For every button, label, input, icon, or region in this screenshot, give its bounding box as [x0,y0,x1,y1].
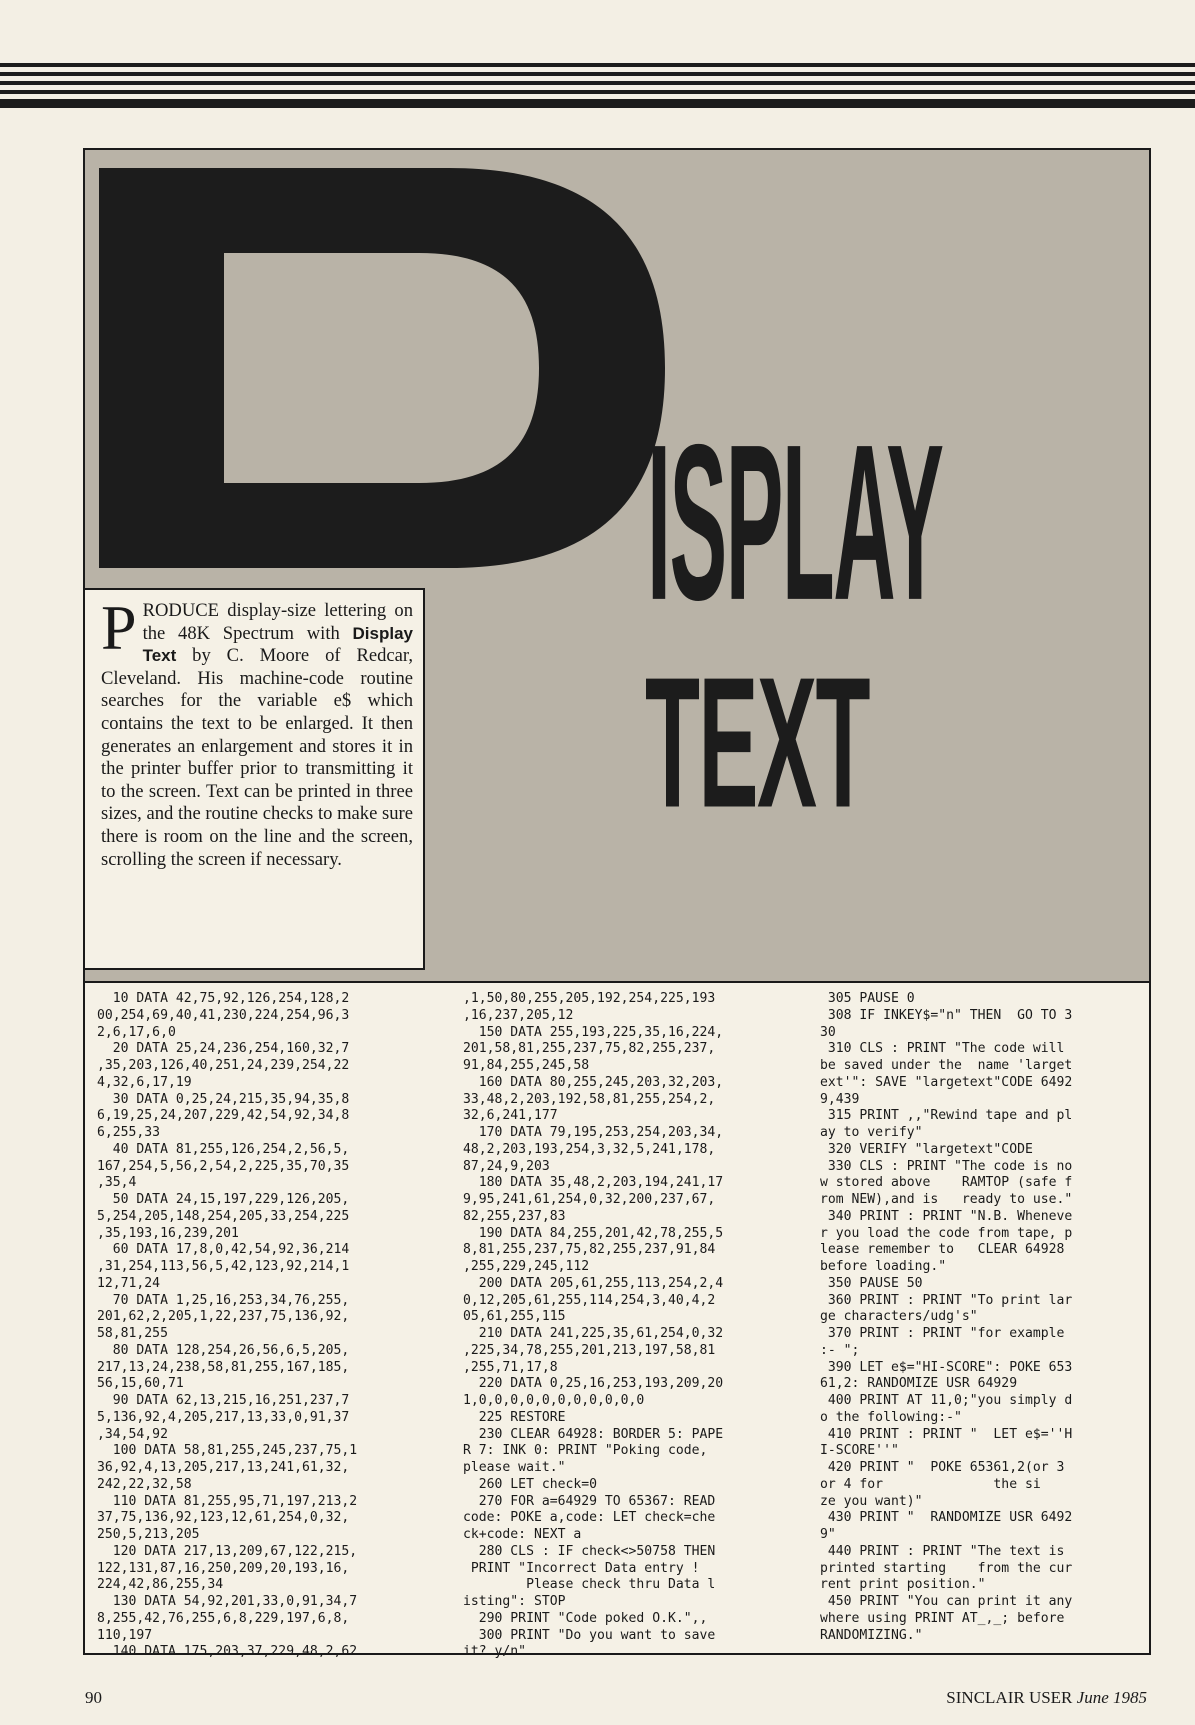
magazine-footer [946,1688,1147,1708]
intro-box [85,588,425,970]
intro-text-1: RODUCE display-size lettering on the 48K Spectrum with [142,600,413,644]
listing-column-2: ,1,50,80,255,205,192,254,225,193 ,16,237,205,12 150 DATA 255,193,225,35,16,224, 201,58,81,255,237,75,82,255,237, 91,84,255,245,58 160 DATA 80,255,245,203,32,203, 33,48,2,203,192,58,81,255,254,2, 32,6,241,177 170 DATA 79,195,253,254,203,34, 48,2,203,193,254,3,32,5,241,178, 87,24,9,203 180 DATA 35,48,2,203,194,241,17 9,95,241,61,254,0,32,200,237,67, 82,255,237,83 190 DATA 84,255,201,42,78,255,5 8,81,255,237,75,82,255,237,91,84 ,255,229,245,112 200 DATA 205,61,255,113,254,2,4 0,12,205,61,255,114,254,3,40,4,2 05,61,255,115 210 DATA 241,225,35,61,254,0,32 ,225,34,78,255,201,213,197,58,81 ,255,71,17,8 220 DATA 0,25,16,253,193,209,20 1,0,0,0,0,0,0,0,0,0,0,0 225 RESTORE 230 CLEAR 64928: BORDER 5: PAPE R 7: INK 0: PRINT "Poking code, please wait." 260 LET check=0 270 FOR a=64929 TO 65367: READ code: POKE a,code: LET check=che ck+code: NEXT a 280 CLS : IF check<>50758 THEN PRINT "Incorrect Data entry ! Please check thru Data l isting": STOP 290 PRINT "Code poked O.K.",, 300 PRINT "Do you want to save it? y/n" [463,991,724,1660]
intro-text-2: by C. Moore of Redcar, Cleveland. His machine-code routine searches for the variable e$ which contains the text to be enlarged. It then generates an enlargement and stores it in the printer buffer prior to transmitting it to the screen. Text can be printed in three sizes, and the routine checks to make sure there is room on the line and the screen, scrolling the screen if necessary. [101,645,413,870]
title-panel [83,148,1151,983]
listing-column-3: 305 PAUSE 0 308 IF INKEY$="n" THEN GO TO 3 30 310 CLS : PRINT "The code will be saved under the name 'larget ext'": SAVE "largetext"CODE 6492 9,439 315 PRINT ,,"Rewind tape and pl ay to verify" 320 VERIFY "largetext"CODE 330 CLS : PRINT "The code is no w stored above RAMTOP (safe f rom NEW),and is ready to use." 340 PRINT : PRINT "N.B. Wheneve r you load the code from tape, p lease remember to CLEAR 64928 before loading." 350 PAUSE 50 360 PRINT : PRINT "To print lar ge characters/udg's" 370 PRINT : PRINT "for example :- "; 390 LET e$="HI-SCORE": POKE 653 61,2: RANDOMIZE USR 64929 400 PRINT AT 11,0;"you simply d o the following:-" 410 PRINT : PRINT " LET e$=''H I-SCORE''" 420 PRINT " POKE 65361,2(or 3 or 4 for the si ze you want)" 430 PRINT " RANDOMIZE USR 6492 9" 440 PRINT : PRINT "The text is printed starting from the cur rent print position." 450 PRINT "You can print it any where using PRINT AT_,_; before RANDOMIZING." [820,991,1073,1643]
title-text: TEXT [645,639,870,847]
intro-program-title: Display Text [142,623,413,666]
page-number: 90 [85,1688,102,1707]
magazine-name: SINCLAIR USER [946,1688,1073,1707]
program-listing [83,983,1151,1660]
listing-column-1: 10 DATA 42,75,92,126,254,128,2 00,254,69,40,41,230,224,254,96,3 2,6,17,6,0 20 DATA 25,24,236,254,160,32,7 ,35,203,126,40,251,24,239,254,22 4,32,6,17,19 30 DATA 0,25,24,215,35,94,35,8 6,19,25,24,207,229,42,54,92,34,8 6,255,33 40 DATA 81,255,126,254,2,56,5, 167,254,5,56,2,54,2,225,35,70,35 ,35,4 50 DATA 24,15,197,229,126,205, 5,254,205,148,254,205,33,254,225 ,35,193,16,239,201 60 DATA 17,8,0,42,54,92,36,214 ,31,254,113,56,5,42,123,92,214,1 12,71,24 70 DATA 1,25,16,253,34,76,255, 201,62,2,205,1,22,237,75,136,92, 58,81,255 80 DATA 128,254,26,56,6,5,205, 217,13,24,238,58,81,255,167,185, 56,15,60,71 90 DATA 62,13,215,16,251,237,7 5,136,92,4,205,217,13,33,0,91,37 ,34,54,92 100 DATA 58,81,255,245,237,75,1 36,92,4,13,205,217,13,241,61,32, 242,22,32,58 110 DATA 81,255,95,71,197,213,2 37,75,136,92,123,12,61,254,0,32, 250,5,213,205 120 DATA 217,13,209,67,122,215, 122,131,87,16,250,209,20,193,16, 224,42,86,255,34 130 DATA 54,92,201,33,0,91,34,7 8,255,42,76,255,6,8,229,197,6,8, 110,197 140 DATA 175,203,37,229,48,2,62 [97,991,358,1660]
big-letter-d [99,168,665,568]
issue-date: June 1985 [1076,1688,1147,1707]
drop-cap: P [101,592,137,663]
title-display: ISPLAY [647,399,943,647]
